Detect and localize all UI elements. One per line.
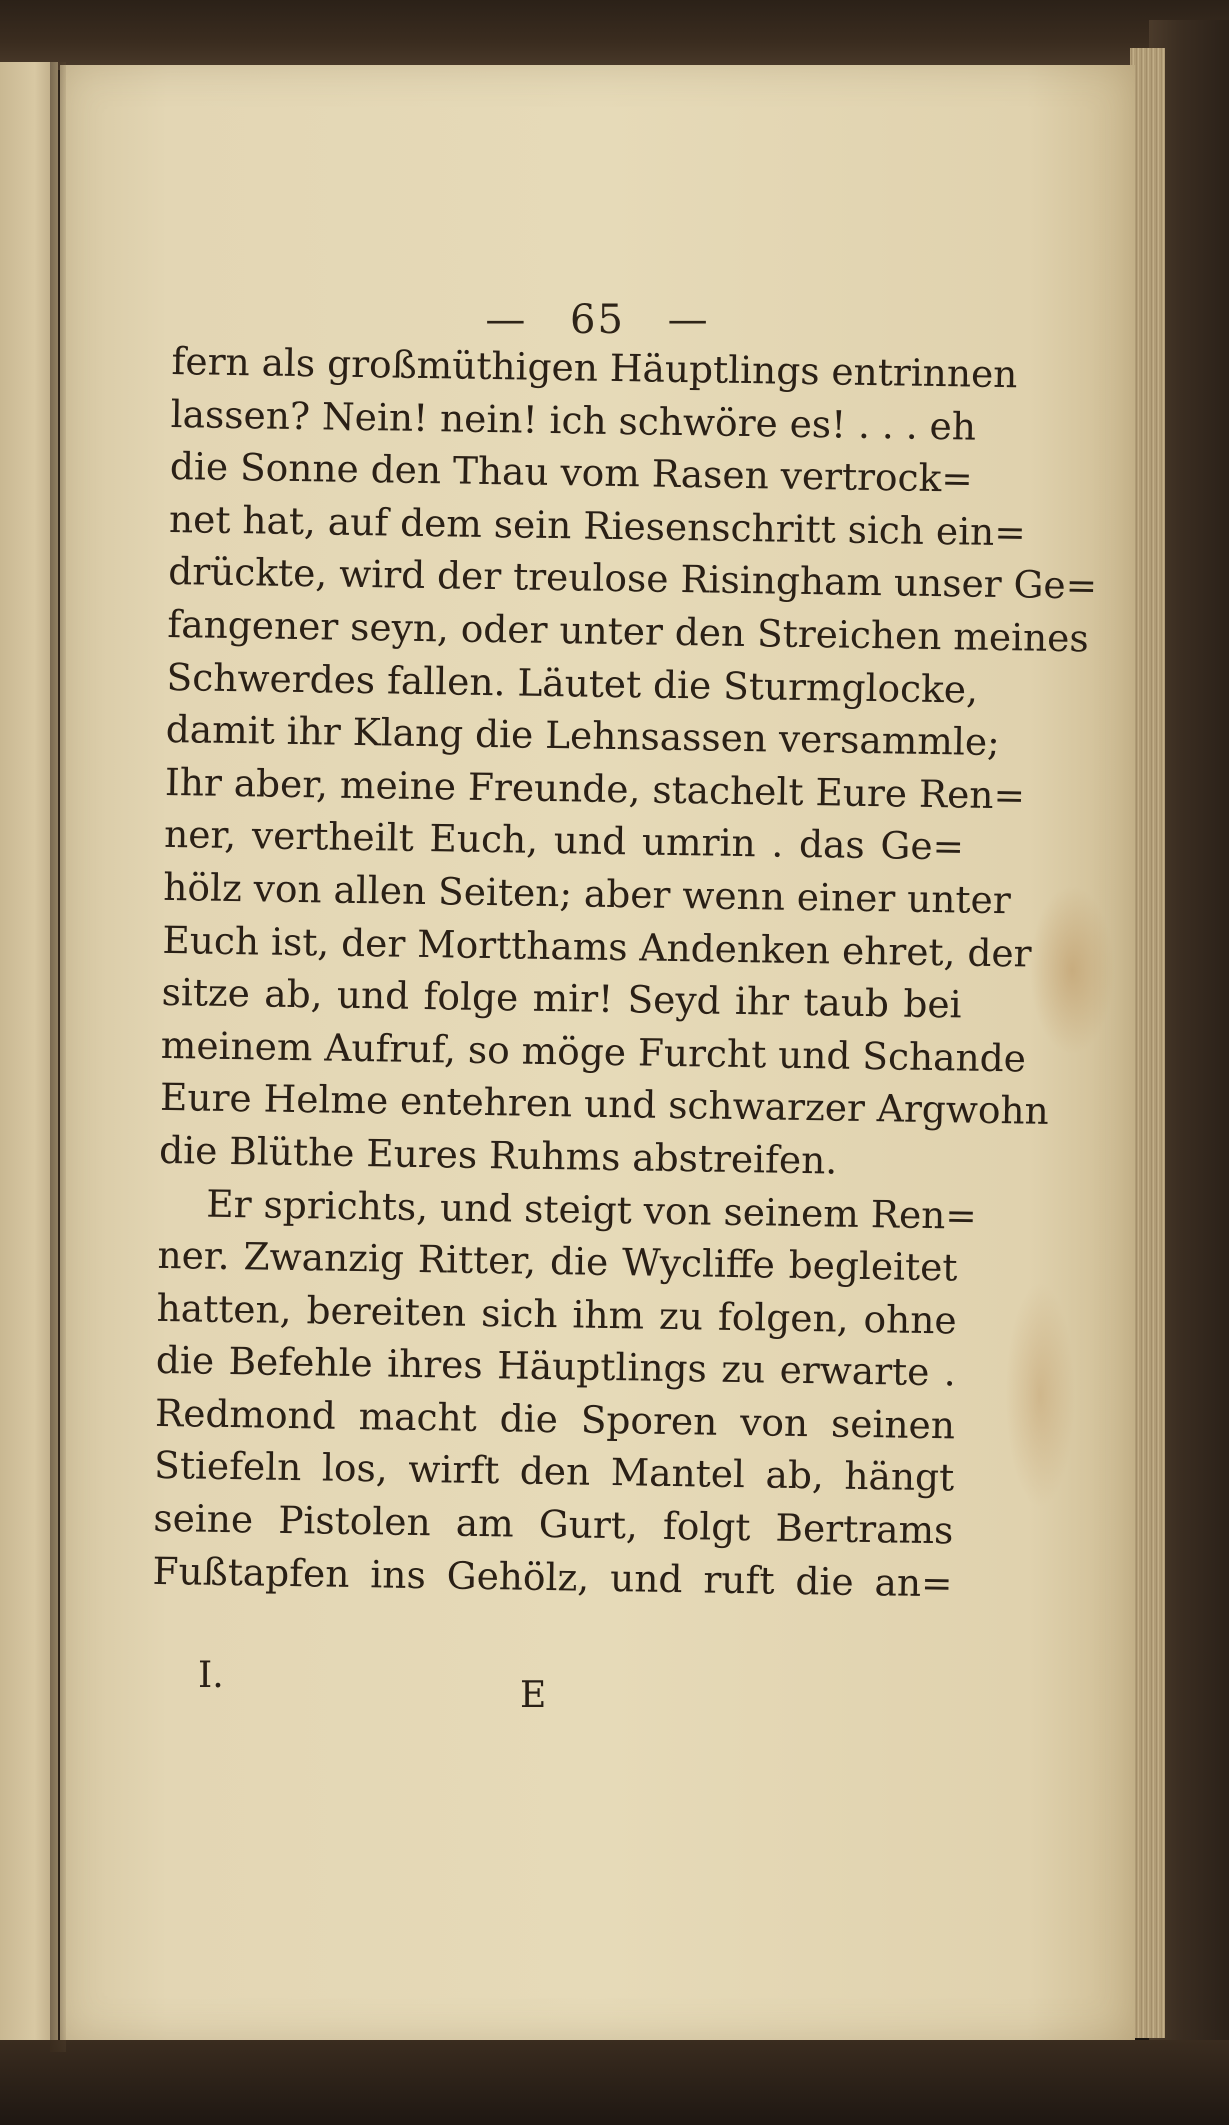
text-line: die Blüthe Eures Ruhms abstreifen.	[158, 1127, 838, 1183]
text-line: lassen? Nein! nein! ich schwöre es! . . . eh	[170, 391, 977, 449]
book-cover-bottom	[0, 2040, 1229, 2125]
text-line: Eure Helme entehren und schwarzer Argwohn	[159, 1075, 1050, 1134]
text-line: seine Pistolen am Gurt, folgt Bertrams	[153, 1495, 954, 1553]
book-gutter	[50, 62, 66, 2052]
text-line: Ihr aber, meine Freunde, stachelt Eure Ren=	[164, 759, 1026, 818]
header-dash-left: —	[485, 297, 528, 343]
text-line: hölz von allen Seiten; aber wenn einer unter	[162, 864, 1012, 923]
text-line: net hat, auf dem sein Riesenschritt sich ein=	[168, 496, 1027, 555]
book-page	[60, 65, 1135, 2040]
book-cover-top	[0, 0, 1229, 70]
signature-mark-left: I.	[198, 1655, 224, 1696]
text-line: ner. Zwanzig Ritter, die Wycliffe begleitet	[157, 1232, 958, 1290]
text-line: Er sprichts, und steigt von seinem Ren=	[206, 1181, 978, 1238]
header-dash-right: —	[667, 297, 710, 343]
text-line: Schwerdes fallen. Läutet die Sturmglocke,	[166, 654, 979, 712]
text-line: meinem Aufruf, so möge Furcht und Schande	[160, 1022, 1027, 1081]
text-line: fern als großmüthigen Häuptlings entrinnen	[171, 338, 1018, 397]
text-line: die Sonne den Thau vom Rasen vertrock=	[169, 444, 974, 501]
text-line: ner, vertheilt Euch, und umrin . das Ge=	[163, 812, 965, 869]
page-body-text	[152, 335, 1098, 1610]
text-line: Stiefeln los, wirft den Mantel ab, hängt	[153, 1443, 955, 1500]
text-line: sitze ab, und folge mir! Seyd ihr taub bei	[161, 970, 962, 1027]
signature-mark-right: E	[520, 1675, 547, 1716]
text-line: fangener seyn, oder unter den Streichen meines	[167, 601, 1090, 661]
text-line: die Befehle ihres Häuptlings zu erwarte .	[155, 1338, 957, 1395]
text-line: drückte, wird der treulose Risingham unser Ge=	[167, 549, 1098, 608]
text-line: Redmond macht die Sporen von seinen	[154, 1390, 956, 1448]
text-line: Euch ist, der Mortthams Andenken ehret, der	[162, 917, 1032, 976]
text-line: hatten, bereiten sich ihm zu folgen, ohne	[156, 1285, 957, 1343]
page-stack-edge	[1130, 48, 1165, 2038]
page-number: 65	[570, 297, 625, 343]
text-line: Fußtapfen ins Gehölz, und ruft die an=	[152, 1548, 953, 1606]
text-line: damit ihr Klang die Lehnsassen versammle;	[165, 707, 1001, 765]
